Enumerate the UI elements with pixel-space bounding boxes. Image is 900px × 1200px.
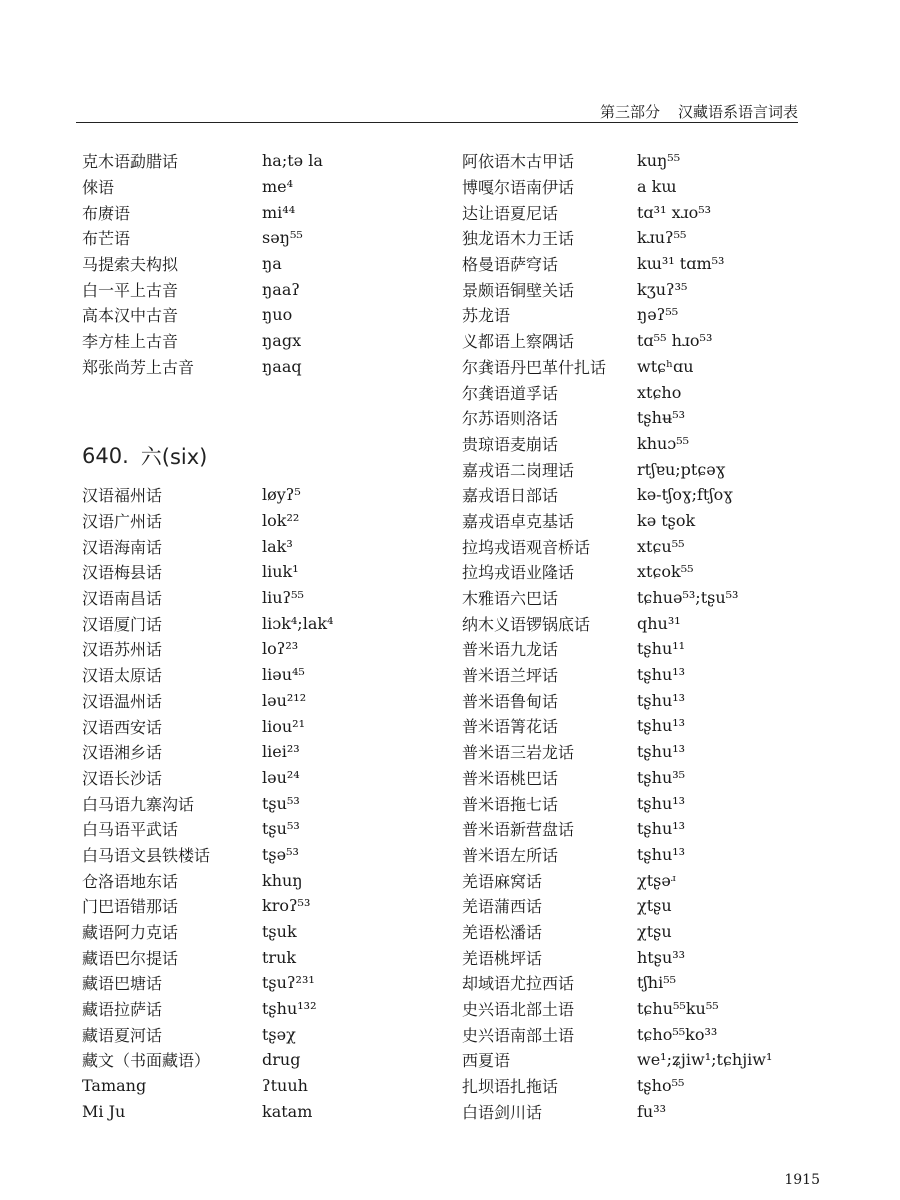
- entry-row: [82, 1021, 432, 1047]
- entry-form: tʂuk: [262, 922, 297, 941]
- entry-row: [82, 765, 432, 791]
- entry-form: kə-tʃoɣ;ftʃoɣ: [637, 485, 733, 505]
- entry-row: [82, 1098, 432, 1124]
- entry-row: [82, 508, 432, 534]
- entry-form: htʂu³³: [637, 947, 686, 967]
- entry-language: 博嘎尔语南伊话: [462, 178, 575, 198]
- entry-row: [462, 867, 862, 893]
- entry-row: [462, 225, 862, 251]
- left-column: [82, 148, 432, 1124]
- entry-form: ŋaaq: [262, 356, 302, 376]
- entry-row: [82, 662, 432, 688]
- entry-language: 史兴语北部土语: [462, 1000, 575, 1020]
- entry-row: [462, 533, 862, 559]
- entry-form: tɕho⁵⁵ko³³: [637, 1024, 718, 1044]
- entry-language: 克木语勐腊话: [82, 152, 179, 172]
- entry-row: [82, 199, 432, 225]
- entry-row: [462, 431, 862, 457]
- entry-form: løyʔ⁵: [262, 485, 301, 505]
- entry-row: [462, 1047, 862, 1073]
- entry-form: χtʂu: [637, 921, 672, 941]
- entry-language: 普米语兰坪话: [462, 666, 559, 686]
- entry-language: 羌语松潘话: [462, 922, 543, 942]
- entry-language: 白马语文县铁楼话: [82, 845, 211, 865]
- section-gap: [82, 379, 432, 430]
- entry-form: tʂuʔ²³¹: [262, 973, 315, 993]
- entry-language: 汉语苏州话: [82, 640, 163, 660]
- entry-language: 藏语巴尔提话: [82, 948, 179, 968]
- entry-language: 汉语海南话: [82, 537, 163, 557]
- entry-language: 藏文（书面藏语）: [82, 1051, 211, 1071]
- entry-language: Mi Ju: [82, 1101, 126, 1121]
- entry-form: xtɕu⁵⁵: [637, 536, 685, 556]
- entry-form: tʂhu¹³: [637, 716, 686, 736]
- entry-form: lok²²: [262, 511, 300, 530]
- entry-language: 普米语九龙话: [462, 640, 559, 660]
- entry-language: 汉语梅县话: [82, 563, 163, 583]
- entry-row: [82, 174, 432, 200]
- entry-form: me⁴: [262, 177, 294, 197]
- entry-row: [82, 713, 432, 739]
- entry-row: [82, 148, 432, 174]
- entry-language: 尔苏语则洛话: [462, 409, 559, 429]
- entry-language: 普米语箐花话: [462, 717, 559, 737]
- entry-form: tʂhu³⁵: [637, 767, 686, 787]
- entry-language: 汉语广州话: [82, 512, 163, 531]
- header-part: 第三部分: [600, 103, 661, 121]
- entry-form: χtʂu: [637, 896, 672, 916]
- entry-row: [82, 1073, 432, 1099]
- entry-form: liɔk⁴;lak⁴: [262, 613, 334, 633]
- entry-form: lak³: [262, 536, 293, 556]
- section-number: 640.: [82, 444, 129, 469]
- entry-form: drug: [262, 1050, 301, 1070]
- entry-row: [82, 276, 432, 302]
- entry-language: 木雅语六巴话: [462, 589, 559, 609]
- entry-language: 嘉戎语日部话: [462, 486, 559, 506]
- entry-row: [82, 328, 432, 354]
- entry-row: [82, 302, 432, 328]
- entry-form: loʔ²³: [262, 639, 299, 659]
- entry-row: [82, 842, 432, 868]
- entry-form: tʃhi⁵⁵: [637, 973, 677, 993]
- entry-form: tʂu⁵³: [262, 793, 300, 813]
- entry-form: kroʔ⁵³: [262, 896, 311, 916]
- left-bottom-entries: [82, 482, 432, 1124]
- left-top-entries: [82, 148, 432, 379]
- entry-form: liəu⁴⁵: [262, 665, 305, 685]
- entry-form: xtɕok⁵⁵: [637, 562, 694, 582]
- entry-row: [462, 687, 862, 713]
- entry-row: [462, 790, 862, 816]
- entry-row: [462, 713, 862, 739]
- entry-language: 阿依语木古甲话: [462, 152, 575, 172]
- entry-form: fu³³: [637, 1101, 667, 1121]
- entry-language: 藏语巴塘话: [82, 974, 163, 994]
- entry-language: 羌语蒲西话: [462, 897, 543, 917]
- entry-row: [462, 1098, 862, 1124]
- entry-row: [462, 174, 862, 200]
- entry-row: [462, 482, 862, 508]
- entry-row: [462, 276, 862, 302]
- entry-form: ləu²¹²: [262, 690, 307, 710]
- entry-language: 门巴语错那话: [82, 897, 179, 917]
- entry-form: tʂhʉ⁵³: [637, 408, 686, 428]
- entry-form: qhu³¹: [637, 613, 681, 633]
- entry-form: tʂhu¹³: [637, 793, 686, 813]
- entry-language: 汉语长沙话: [82, 768, 163, 788]
- section-title: 六(six): [140, 445, 208, 470]
- entry-row: [82, 919, 432, 945]
- entry-row: [82, 354, 432, 380]
- entry-form: tɕhuə⁵³;tʂu⁵³: [637, 588, 739, 608]
- entry-row: [82, 790, 432, 816]
- running-header: [600, 100, 800, 124]
- entry-language: Tamang: [82, 1076, 147, 1096]
- entry-row: [462, 508, 862, 534]
- entry-form: ləu²⁴: [262, 767, 300, 787]
- entry-form: ʔtuuh: [262, 1076, 308, 1096]
- right-entries: [462, 148, 862, 1124]
- entry-row: [462, 842, 862, 868]
- entry-language: 藏语拉萨话: [82, 1000, 163, 1020]
- entry-row: [82, 893, 432, 919]
- entry-form: rtʃɐu;ptɕəɣ: [637, 459, 726, 479]
- entry-form: tʂho⁵⁵: [637, 1076, 685, 1096]
- entry-form: a kɯ: [637, 177, 677, 197]
- entry-row: [462, 919, 862, 945]
- entry-form: tʂhu¹³²: [262, 999, 317, 1019]
- entry-language: 却域语尤拉西话: [462, 974, 575, 994]
- entry-form: ŋa: [262, 254, 282, 274]
- entry-language: 马提索夫构拟: [82, 255, 179, 275]
- entry-language: 义都语上察隅话: [462, 332, 575, 352]
- entry-form: liuk¹: [262, 562, 299, 582]
- entry-row: [462, 970, 862, 996]
- entry-row: [82, 739, 432, 765]
- entry-row: [462, 944, 862, 970]
- entry-form: tʂhu¹³: [637, 844, 686, 864]
- entry-row: [462, 456, 862, 482]
- entry-language: 普米语桃巴话: [462, 768, 559, 788]
- entry-form: liei²³: [262, 742, 300, 762]
- entry-language: 拉坞戎语观音桥话: [462, 537, 591, 557]
- entry-row: [462, 379, 862, 405]
- entry-language: 倈语: [82, 178, 115, 198]
- entry-language: 贵琼语麦崩话: [462, 434, 559, 454]
- entry-language: 达让语夏尼话: [462, 203, 559, 223]
- entry-row: [82, 867, 432, 893]
- entry-language: 史兴语南部土语: [462, 1025, 575, 1045]
- entry-language: 普米语新营盘话: [462, 820, 575, 840]
- entry-row: [82, 585, 432, 611]
- entry-row: [82, 970, 432, 996]
- entry-form: wtɕʰɑu: [637, 356, 694, 376]
- entry-language: 拉坞戎语业隆话: [462, 563, 575, 583]
- entry-row: [82, 816, 432, 842]
- entry-language: 布芒语: [82, 229, 131, 249]
- entry-form: kuŋ⁵⁵: [637, 151, 681, 171]
- entry-form: mi⁴⁴: [262, 202, 296, 222]
- entry-row: [82, 251, 432, 277]
- entry-form: khuŋ: [262, 870, 303, 890]
- entry-form: tʂhu¹³: [637, 665, 686, 685]
- entry-language: 普米语三岩龙话: [462, 743, 575, 763]
- entry-row: [462, 199, 862, 225]
- entry-form: tʂu⁵³: [262, 819, 300, 839]
- entry-row: [462, 893, 862, 919]
- entry-row: [462, 302, 862, 328]
- entry-row: [462, 251, 862, 277]
- entry-form: xtɕho: [637, 382, 682, 402]
- section-heading: [82, 431, 432, 482]
- entry-form: liou²¹: [262, 716, 305, 736]
- entry-language: 汉语温州话: [82, 691, 163, 711]
- entry-language: 汉语太原话: [82, 666, 163, 686]
- entry-form: tʂhu¹¹: [637, 639, 686, 659]
- entry-language: 羌语桃坪话: [462, 948, 543, 968]
- entry-language: 普米语左所话: [462, 845, 559, 865]
- entry-language: 布赓语: [82, 203, 131, 223]
- entry-language: 普米语拖七话: [462, 794, 559, 814]
- entry-language: 汉语西安话: [82, 717, 163, 737]
- entry-form: tʂhu¹³: [637, 690, 686, 710]
- entry-row: [82, 996, 432, 1022]
- entry-row: [82, 482, 432, 508]
- entry-language: 高本汉中古音: [82, 306, 179, 326]
- entry-row: [82, 636, 432, 662]
- entry-form: tɑ³¹ xɹo⁵³: [637, 202, 712, 222]
- entry-form: khuɔ⁵⁵: [637, 433, 690, 453]
- entry-form: kʒuʔ³⁵: [637, 279, 688, 299]
- entry-language: 苏龙语: [462, 306, 511, 326]
- entry-form: kɯ³¹ tɑm⁵³: [637, 254, 725, 274]
- entry-language: 汉语福州话: [82, 486, 163, 506]
- entry-language: 格曼语萨穹话: [462, 255, 559, 275]
- entry-row: [462, 559, 862, 585]
- entry-row: [462, 765, 862, 791]
- entry-row: [462, 739, 862, 765]
- entry-form: katam: [262, 1101, 313, 1121]
- entry-form: tʂhu¹³: [637, 742, 686, 762]
- entry-language: 白马语九寨沟话: [82, 794, 195, 814]
- entry-row: [82, 225, 432, 251]
- entry-form: truk: [262, 947, 297, 967]
- entry-language: 景颇语铜壁关话: [462, 280, 575, 300]
- entry-language: 白马语平武话: [82, 820, 179, 840]
- entry-row: [82, 944, 432, 970]
- entry-row: [462, 585, 862, 611]
- entry-form: kə tʂok: [637, 510, 696, 530]
- entry-form: kɹuʔ⁵⁵: [637, 228, 687, 248]
- entry-form: səŋ⁵⁵: [262, 228, 303, 248]
- entry-language: 汉语南昌话: [82, 589, 163, 609]
- entry-row: [82, 610, 432, 636]
- entry-language: 嘉戎语卓克基话: [462, 511, 575, 531]
- entry-language: 仓洛语地东话: [82, 871, 179, 891]
- entry-form: tʂəχ: [262, 1024, 296, 1044]
- entry-row: [82, 559, 432, 585]
- entry-language: 汉语湘乡话: [82, 743, 163, 763]
- entry-row: [462, 148, 862, 174]
- entry-row: [462, 662, 862, 688]
- entry-language: 白一平上古音: [82, 280, 179, 300]
- entry-row: [462, 636, 862, 662]
- entry-row: [462, 405, 862, 431]
- entry-row: [462, 610, 862, 636]
- entry-form: liuʔ⁵⁵: [262, 588, 304, 608]
- right-column: [462, 148, 862, 1124]
- entry-row: [462, 328, 862, 354]
- header-title: 汉藏语系语言词表: [678, 103, 799, 121]
- entry-row: [462, 354, 862, 380]
- entry-language: 郑张尚芳上古音: [82, 357, 195, 377]
- entry-language: 藏语阿力克话: [82, 923, 179, 942]
- entry-language: 汉语厦门话: [82, 614, 163, 634]
- entry-row: [462, 996, 862, 1022]
- entry-form: tɕhu⁵⁵ku⁵⁵: [637, 999, 719, 1019]
- entry-language: 普米语鲁甸话: [462, 691, 559, 711]
- entry-form: ŋaaʔ: [262, 279, 300, 299]
- entry-row: [82, 1047, 432, 1073]
- entry-row: [462, 816, 862, 842]
- entry-form: ŋəʔ⁵⁵: [637, 305, 679, 325]
- entry-form: ha;tə la: [262, 151, 323, 171]
- entry-language: 嘉戎语二岗理话: [462, 460, 575, 480]
- entry-row: [82, 687, 432, 713]
- header-rule: [76, 122, 798, 123]
- entry-row: [462, 1073, 862, 1099]
- entry-language: 纳木义语锣锅底话: [462, 614, 591, 634]
- entry-form: we¹;ʑjiw¹;tɕhjiw¹: [637, 1050, 773, 1070]
- entry-language: 羌语麻窝话: [462, 871, 543, 891]
- page-number: 1915: [784, 1172, 820, 1188]
- entry-language: 西夏语: [462, 1051, 511, 1071]
- entry-language: 藏语夏河话: [82, 1025, 163, 1045]
- entry-row: [82, 533, 432, 559]
- entry-language: 白语剑川话: [462, 1102, 543, 1122]
- entry-form: ŋuo: [262, 305, 293, 325]
- entry-form: tɑ⁵⁵ hɹo⁵³: [637, 331, 713, 351]
- entry-language: 扎坝语扎拖话: [462, 1077, 559, 1097]
- entry-language: 独龙语木力王话: [462, 229, 575, 249]
- entry-language: 尔龚语丹巴革什扎话: [462, 357, 607, 377]
- entry-form: ŋagx: [262, 331, 302, 351]
- entry-language: 尔龚语道孚话: [462, 383, 559, 403]
- entry-form: χtʂəʴ: [637, 870, 677, 890]
- entry-language: 李方桂上古音: [82, 332, 179, 352]
- entry-form: tʂhu¹³: [637, 819, 686, 839]
- entry-row: [462, 1021, 862, 1047]
- entry-form: tʂə⁵³: [262, 844, 299, 864]
